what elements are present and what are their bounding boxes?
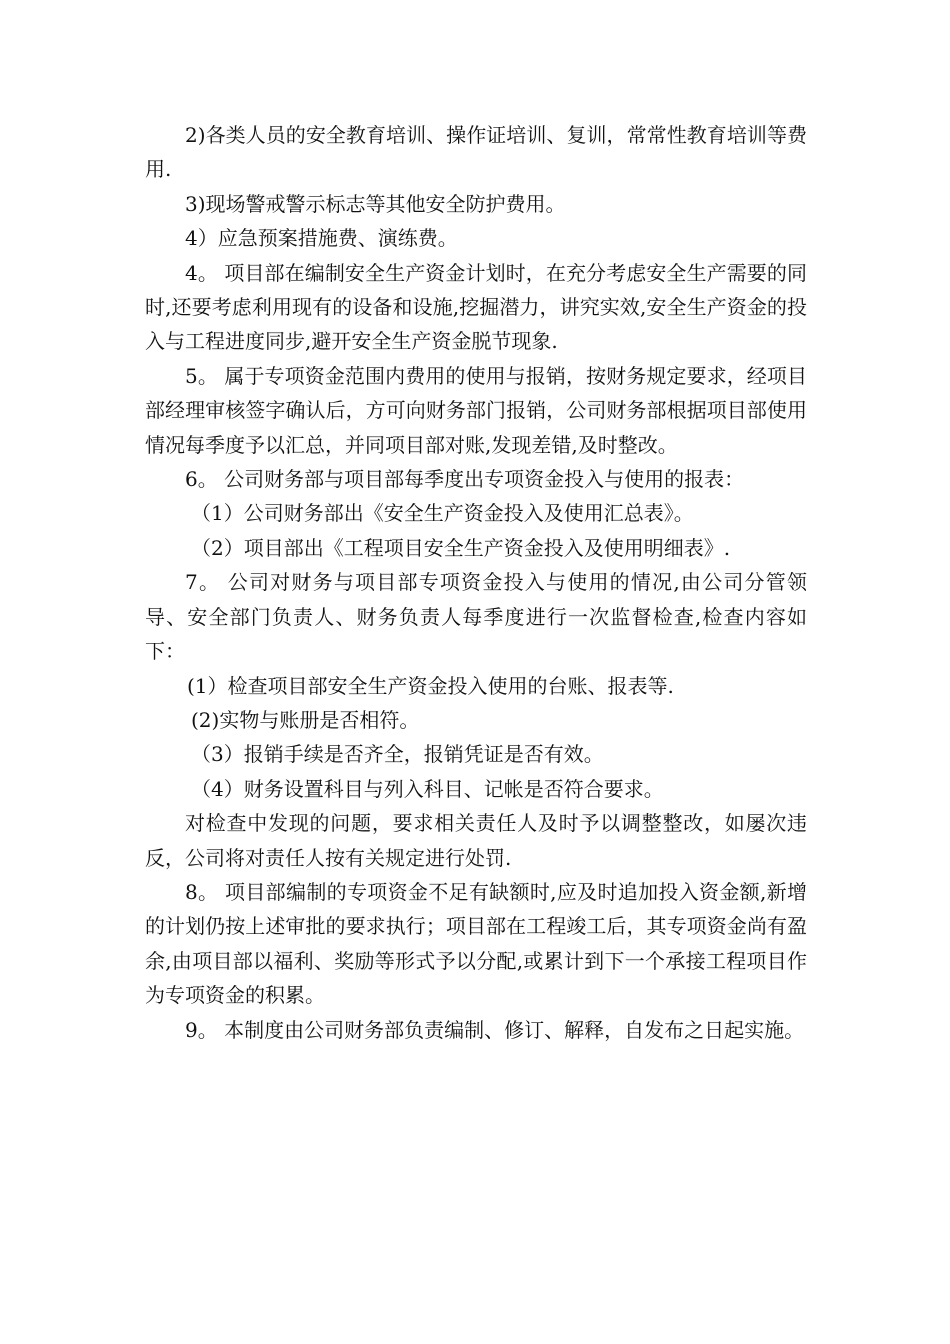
paragraph-item-9: 9。 本制度由公司财务部负责编制、修订、解释，自发布之日起实施。	[185, 1017, 805, 1042]
paragraph-item-6-sub-1: （1）公司财务部出《安全生产资金投入及使用汇总表》。	[191, 501, 694, 526]
paragraph-item-5: 5。 属于专项资金范围内费用的使用与报销，按财务规定要求，经项目部经理审核签字确认后，方可向财务部门报销，公司财务部根据项目部使用情况每季度予以汇总，并同项目部对账,发现差错,及时整改。	[145, 363, 807, 457]
paragraph-item-7-sub-2: (2)实物与账册是否相符。	[191, 707, 420, 732]
paragraph-item-6: 6。 公司财务部与项目部每季度出专项资金投入与使用的报表：	[185, 467, 745, 492]
paragraph-item-4: 4。 项目部在编制安全生产资金计划时，在充分考虑安全生产需要的同时,还要考虑利用现有的设备和设施,挖掘潜力，讲究实效,安全生产资金的投入与工程进度同步,避开安全生产资金脱节现象.	[145, 260, 807, 354]
paragraph-item-6-sub-2: （2）项目部出《工程项目安全生产资金投入及使用明细表》.	[191, 535, 731, 560]
paragraph-emergency-fees: 4）应急预案措施费、演练费。	[185, 226, 458, 251]
paragraph-warning-signs-fees: 3)现场警戒警示标志等其他安全防护费用。	[185, 191, 566, 216]
document-body	[145, 118, 807, 1047]
paragraph-training-fees: 2)各类人员的安全教育培训、操作证培训、复训，常常性教育培训等费用.	[145, 123, 807, 182]
paragraph-item-8: 8。 项目部编制的专项资金不足有缺额时,应及时追加投入资金额,新增的计划仍按上述审批的要求执行；项目部在工程竣工后，其专项资金尚有盈余,由项目部以福利、奖励等形式予以分配,或累计到下一个承接工程项目作为专项资金的积累。	[145, 879, 807, 1008]
paragraph-item-7: 7。 公司对财务与项目部专项资金投入与使用的情况,由公司分管领导、安全部门负责人、财务负责人每季度进行一次监督检查,检查内容如下：	[145, 570, 807, 664]
paragraph-item-7-sub-3: （3）报销手续是否齐全，报销凭证是否有效。	[191, 742, 604, 767]
paragraph-item-7-sub-4: （4）财务设置科目与列入科目、记帐是否符合要求。	[191, 776, 664, 801]
paragraph-item-7-sub-1: (1）检查项目部安全生产资金投入使用的台账、报表等.	[187, 673, 674, 698]
paragraph-inspection-issues: 对检查中发现的问题，要求相关责任人及时予以调整整改，如屡次违反，公司将对责任人按有关规定进行处罚.	[145, 811, 807, 870]
